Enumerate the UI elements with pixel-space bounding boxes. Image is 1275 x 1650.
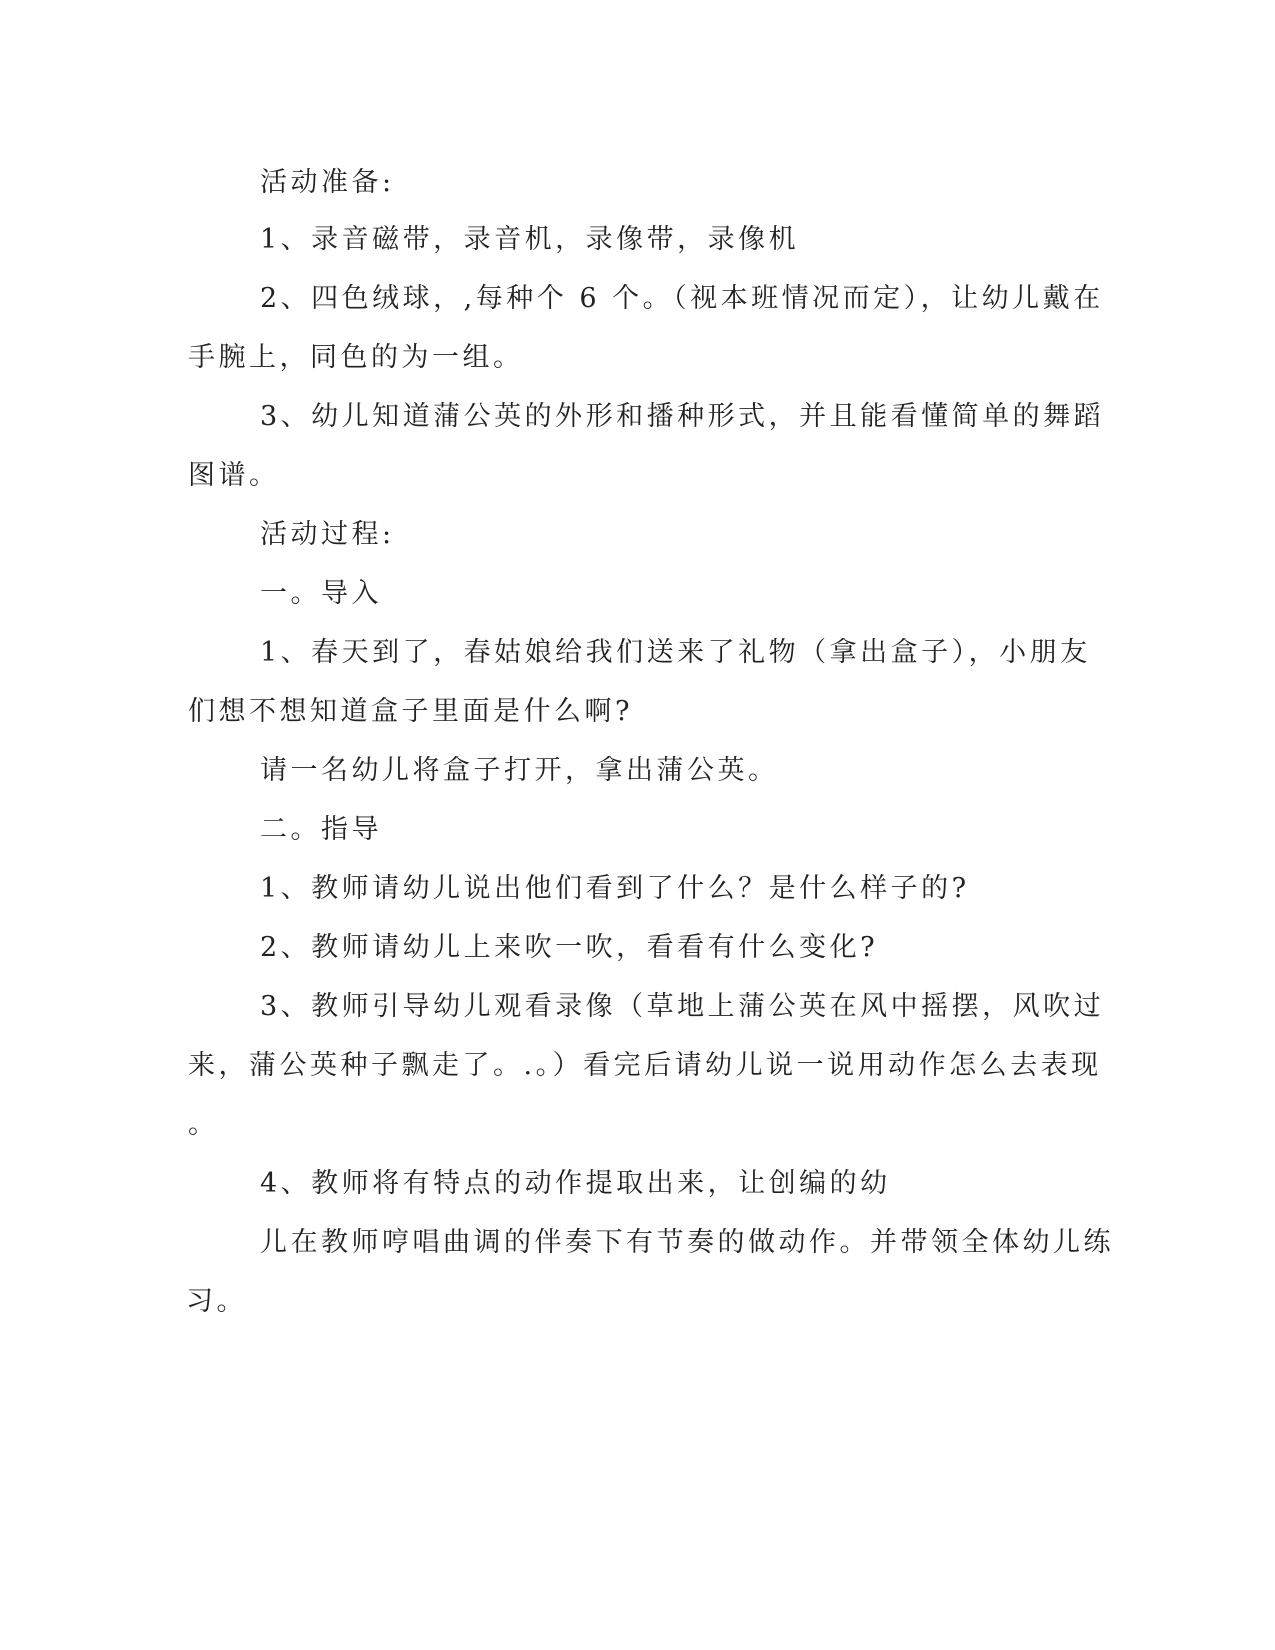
- heading-activity-preparation: 活动准备:: [260, 167, 395, 198]
- paragraph-line: 图谱。: [188, 460, 280, 491]
- paragraph-line: 2、四色绒球，,每种个 6 个。（视本班情况而定），让幼儿戴在: [260, 283, 1104, 314]
- paragraph-line: 1、春天到了，春姑娘给我们送来了礼物（拿出盒子），小朋友: [260, 637, 1091, 668]
- paragraph-line: 请一名幼儿将盒子打开，拿出蒲公英。: [260, 755, 779, 786]
- paragraph-line: 1、录音磁带，录音机，录像带，录像机: [260, 224, 800, 255]
- paragraph-line: 3、幼儿知道蒲公英的外形和播种形式，并且能看懂简单的舞蹈: [260, 401, 1105, 432]
- paragraph-line: 。: [188, 1109, 219, 1140]
- paragraph-line: 们想不想知道盒子里面是什么啊?: [188, 696, 633, 727]
- paragraph-line: 1、教师请幼儿说出他们看到了什么？是什么样子的?: [260, 873, 970, 904]
- paragraph-line: 习。: [186, 1286, 247, 1317]
- paragraph-line: 儿在教师哼唱曲调的伴奏下有节奏的做动作。并带领全体幼儿练: [260, 1227, 1114, 1258]
- section-heading-introduction: 一。导入: [260, 578, 382, 609]
- heading-activity-process: 活动过程:: [260, 519, 395, 550]
- paragraph-line: 手腕上，同色的为一组。: [188, 342, 524, 373]
- paragraph-line: 2、教师请幼儿上来吹一吹，看看有什么变化?: [260, 932, 879, 963]
- section-heading-guidance: 二。指导: [260, 814, 382, 845]
- paragraph-line: 4、教师将有特点的动作提取出来，让创编的幼: [260, 1168, 891, 1199]
- paragraph-line: 3、教师引导幼儿观看录像（草地上蒲公英在风中摇摆，风吹过: [260, 991, 1105, 1022]
- paragraph-line: 来，蒲公英种子飘走了。.。）看完后请幼儿说一说用动作怎么去表现: [188, 1050, 1102, 1081]
